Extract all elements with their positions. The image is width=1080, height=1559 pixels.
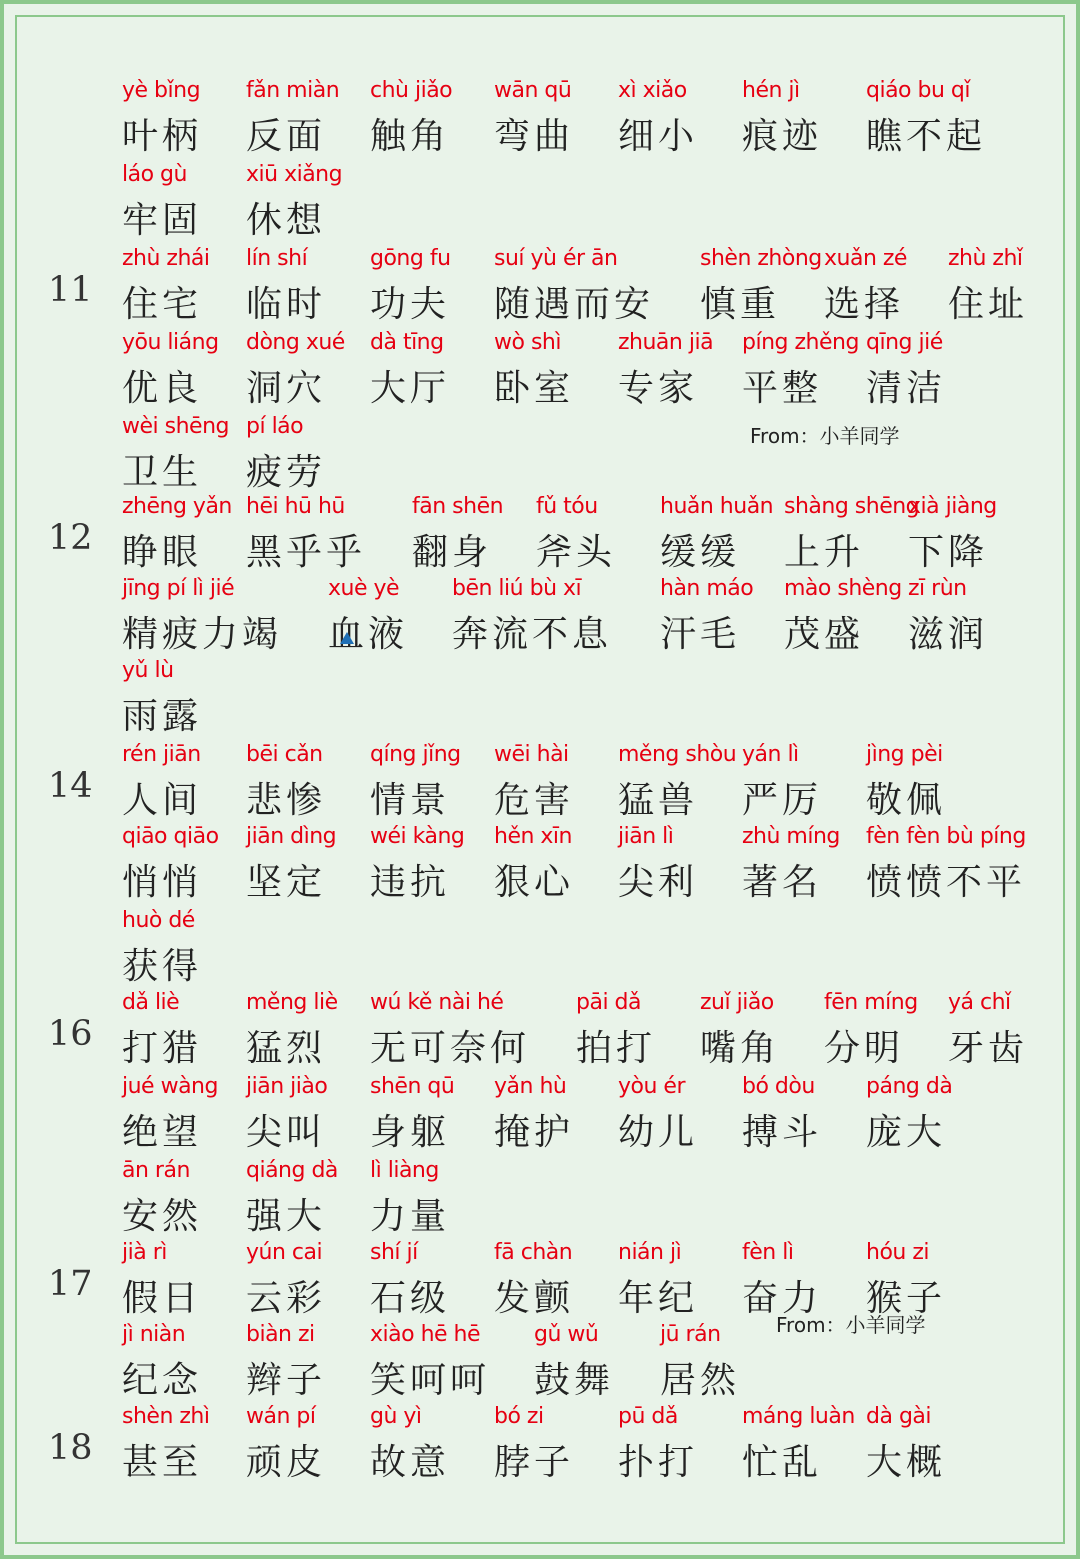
hanzi-word: 忙乱 <box>742 1442 823 1483</box>
pinyin-label: wān qū <box>494 78 572 103</box>
pinyin-label: bēn liú bù xī <box>452 576 582 601</box>
hanzi-word: 滋润 <box>908 614 989 655</box>
hanzi-word: 猛烈 <box>246 1028 327 1069</box>
lesson-number: 11 <box>48 270 93 310</box>
triangle-up-icon <box>340 632 354 644</box>
hanzi-word: 住址 <box>948 284 1029 325</box>
hanzi-word: 身躯 <box>370 1112 451 1153</box>
pinyin-label: yǔ lù <box>122 658 174 683</box>
pinyin-label: láo gù <box>122 162 187 187</box>
word-row <box>4 658 1080 742</box>
credit-label: From：小羊同学 <box>750 424 900 448</box>
pinyin-label: wán pí <box>246 1404 316 1429</box>
pinyin-label: yún cai <box>246 1240 323 1265</box>
pinyin-label: dà tīng <box>370 330 444 355</box>
lesson-number: 14 <box>48 766 93 806</box>
pinyin-label: páng dà <box>866 1074 953 1099</box>
hanzi-word: 斧头 <box>536 532 617 573</box>
word-row <box>4 330 1080 414</box>
pinyin-label: hóu zi <box>866 1240 929 1265</box>
hanzi-word: 分明 <box>824 1028 905 1069</box>
pinyin-label: jīng pí lì jié <box>122 576 235 601</box>
hanzi-word: 睁眼 <box>122 532 203 573</box>
word-row <box>4 494 1080 578</box>
hanzi-word: 精疲力竭 <box>122 614 283 655</box>
hanzi-word: 安然 <box>122 1196 203 1237</box>
word-row <box>4 78 1080 162</box>
hanzi-word: 严厉 <box>742 780 823 821</box>
hanzi-word: 痕迹 <box>742 116 823 157</box>
hanzi-word: 绝望 <box>122 1112 203 1153</box>
pinyin-label: fǔ tóu <box>536 494 598 519</box>
pinyin-label: dà gài <box>866 1404 931 1429</box>
pinyin-label: shēn qū <box>370 1074 455 1099</box>
hanzi-word: 石级 <box>370 1278 451 1319</box>
hanzi-word: 打猎 <box>122 1028 203 1069</box>
word-row <box>4 1404 1080 1488</box>
pinyin-label: shàng shēng <box>784 494 920 519</box>
word-row <box>4 742 1080 826</box>
hanzi-word: 汗毛 <box>660 614 741 655</box>
pinyin-label: biàn zi <box>246 1322 315 1347</box>
hanzi-word: 幼儿 <box>618 1112 699 1153</box>
lesson-number: 16 <box>48 1014 93 1054</box>
hanzi-word: 搏斗 <box>742 1112 823 1153</box>
hanzi-word: 顽皮 <box>246 1442 327 1483</box>
pinyin-label: qiáo bu qǐ <box>866 78 970 103</box>
pinyin-label: xiū xiǎng <box>246 162 343 187</box>
hanzi-word: 甚至 <box>122 1442 203 1483</box>
pinyin-label: zhēng yǎn <box>122 494 232 519</box>
pinyin-label: wú kě nài hé <box>370 990 504 1015</box>
hanzi-word: 叶柄 <box>122 116 203 157</box>
pinyin-label: wò shì <box>494 330 561 355</box>
pinyin-label: fèn lì <box>742 1240 794 1265</box>
hanzi-word: 缓缓 <box>660 532 741 573</box>
hanzi-word: 发颤 <box>494 1278 575 1319</box>
hanzi-word: 著名 <box>742 862 823 903</box>
pinyin-label: hén jì <box>742 78 800 103</box>
pinyin-label: shèn zhì <box>122 1404 210 1429</box>
word-row <box>4 576 1080 660</box>
pinyin-label: zuǐ jiǎo <box>700 990 774 1015</box>
hanzi-word: 弯曲 <box>494 116 575 157</box>
pinyin-label: wéi kàng <box>370 824 465 849</box>
hanzi-word: 反面 <box>246 116 327 157</box>
hanzi-word: 猛兽 <box>618 780 699 821</box>
pinyin-label: pí láo <box>246 414 304 439</box>
hanzi-word: 平整 <box>742 368 823 409</box>
pinyin-label: rén jiān <box>122 742 201 767</box>
pinyin-label: xuè yè <box>328 576 400 601</box>
pinyin-label: fèn fèn bù píng <box>866 824 1026 849</box>
hanzi-word: 大厅 <box>370 368 451 409</box>
hanzi-word: 住宅 <box>122 284 203 325</box>
hanzi-word: 愤愤不平 <box>866 862 1027 903</box>
pinyin-label: wēi hài <box>494 742 569 767</box>
hanzi-word: 上升 <box>784 532 865 573</box>
pinyin-label: suí yù ér ān <box>494 246 618 271</box>
hanzi-word: 危害 <box>494 780 575 821</box>
hanzi-word: 云彩 <box>246 1278 327 1319</box>
hanzi-word: 扑打 <box>618 1442 699 1483</box>
pinyin-label: ān rán <box>122 1158 190 1183</box>
pinyin-label: fēn míng <box>824 990 918 1015</box>
pinyin-label: jiān jiào <box>246 1074 328 1099</box>
hanzi-word: 庞大 <box>866 1112 947 1153</box>
pinyin-label: qiāo qiāo <box>122 824 219 849</box>
pinyin-label: měng shòu <box>618 742 737 767</box>
hanzi-word: 尖利 <box>618 862 699 903</box>
hanzi-word: 脖子 <box>494 1442 575 1483</box>
pinyin-label: gōng fu <box>370 246 451 271</box>
hanzi-word: 茂盛 <box>784 614 865 655</box>
hanzi-word: 掩护 <box>494 1112 575 1153</box>
hanzi-word: 敬佩 <box>866 780 947 821</box>
hanzi-word: 触角 <box>370 116 451 157</box>
pinyin-label: jià rì <box>122 1240 167 1265</box>
hanzi-word: 清洁 <box>866 368 947 409</box>
pinyin-label: xià jiàng <box>908 494 997 519</box>
pinyin-label: fā chàn <box>494 1240 573 1265</box>
hanzi-word: 牙齿 <box>948 1028 1029 1069</box>
hanzi-word: 无可奈何 <box>370 1028 531 1069</box>
pinyin-label: pū dǎ <box>618 1404 678 1429</box>
hanzi-word: 人间 <box>122 780 203 821</box>
hanzi-word: 嘴角 <box>700 1028 781 1069</box>
hanzi-word: 黑乎乎 <box>246 532 367 573</box>
pinyin-label: hěn xīn <box>494 824 572 849</box>
pinyin-label: jì niàn <box>122 1322 186 1347</box>
hanzi-word: 奋力 <box>742 1278 823 1319</box>
lesson-number: 18 <box>48 1428 93 1468</box>
pinyin-label: xì xiǎo <box>618 78 687 103</box>
hanzi-word: 情景 <box>370 780 451 821</box>
lesson-number: 12 <box>48 518 93 558</box>
pinyin-label: jiān dìng <box>246 824 337 849</box>
pinyin-label: jué wàng <box>122 1074 218 1099</box>
hanzi-word: 洞穴 <box>246 368 327 409</box>
pinyin-label: qīng jié <box>866 330 943 355</box>
word-row <box>4 824 1080 908</box>
hanzi-word: 血液 <box>328 614 409 655</box>
pinyin-label: pāi dǎ <box>576 990 641 1015</box>
hanzi-word: 拍打 <box>576 1028 657 1069</box>
pinyin-label: qiáng dà <box>246 1158 338 1183</box>
pinyin-label: xuǎn zé <box>824 246 907 271</box>
word-row <box>4 414 1080 498</box>
hanzi-word: 假日 <box>122 1278 203 1319</box>
pinyin-label: wèi shēng <box>122 414 229 439</box>
pinyin-label: zhù zhǐ <box>948 246 1023 271</box>
hanzi-word: 居然 <box>660 1360 741 1401</box>
pinyin-label: jū rán <box>660 1322 721 1347</box>
credit-label: From：小羊同学 <box>776 1313 926 1337</box>
word-row <box>4 990 1080 1074</box>
pinyin-label: gǔ wǔ <box>534 1322 599 1347</box>
word-row <box>4 162 1080 246</box>
hanzi-word: 牢固 <box>122 200 203 241</box>
word-row <box>4 1158 1080 1242</box>
hanzi-word: 坚定 <box>246 862 327 903</box>
hanzi-word: 悄悄 <box>122 862 203 903</box>
pinyin-label: máng luàn <box>742 1404 855 1429</box>
pinyin-label: mào shèng <box>784 576 902 601</box>
pinyin-label: bó dòu <box>742 1074 815 1099</box>
pinyin-label: hēi hū hū <box>246 494 345 519</box>
pinyin-label: shí jí <box>370 1240 418 1265</box>
hanzi-word: 慎重 <box>700 284 781 325</box>
pinyin-label: lín shí <box>246 246 308 271</box>
word-row <box>4 246 1080 330</box>
hanzi-word: 下降 <box>908 532 989 573</box>
hanzi-word: 细小 <box>618 116 699 157</box>
hanzi-word: 优良 <box>122 368 203 409</box>
pinyin-label: nián jì <box>618 1240 682 1265</box>
pinyin-label: hàn máo <box>660 576 754 601</box>
pinyin-label: gù yì <box>370 1404 422 1429</box>
hanzi-word: 故意 <box>370 1442 451 1483</box>
pinyin-label: měng liè <box>246 990 338 1015</box>
hanzi-word: 鼓舞 <box>534 1360 615 1401</box>
pinyin-label: lì liàng <box>370 1158 439 1183</box>
word-row <box>4 908 1080 992</box>
hanzi-word: 雨露 <box>122 696 203 737</box>
hanzi-word: 大概 <box>866 1442 947 1483</box>
pinyin-label: dǎ liè <box>122 990 180 1015</box>
pinyin-label: fǎn miàn <box>246 78 340 103</box>
hanzi-word: 力量 <box>370 1196 451 1237</box>
pinyin-label: yá chǐ <box>948 990 1011 1015</box>
hanzi-word: 随遇而安 <box>494 284 655 325</box>
hanzi-word: 悲惨 <box>246 780 327 821</box>
pinyin-label: zī rùn <box>908 576 967 601</box>
pinyin-label: yòu ér <box>618 1074 685 1099</box>
pinyin-label: shèn zhòng <box>700 246 822 271</box>
pinyin-label: yè bǐng <box>122 78 201 103</box>
pinyin-label: bó zi <box>494 1404 544 1429</box>
hanzi-word: 笑呵呵 <box>370 1360 491 1401</box>
hanzi-word: 强大 <box>246 1196 327 1237</box>
hanzi-word: 疲劳 <box>246 452 327 493</box>
hanzi-word: 休想 <box>246 200 327 241</box>
hanzi-word: 选择 <box>824 284 905 325</box>
hanzi-word: 翻身 <box>412 532 493 573</box>
pinyin-label: yōu liáng <box>122 330 219 355</box>
hanzi-word: 违抗 <box>370 862 451 903</box>
hanzi-word: 年纪 <box>618 1278 699 1319</box>
pinyin-label: fān shēn <box>412 494 504 519</box>
hanzi-word: 纪念 <box>122 1360 203 1401</box>
hanzi-word: 狠心 <box>494 862 575 903</box>
hanzi-word: 专家 <box>618 368 699 409</box>
pinyin-label: jìng pèi <box>866 742 943 767</box>
pinyin-label: huǎn huǎn <box>660 494 774 519</box>
hanzi-word: 瞧不起 <box>866 116 987 157</box>
lesson-number: 17 <box>48 1264 93 1304</box>
pinyin-label: chù jiǎo <box>370 78 453 103</box>
hanzi-word: 功夫 <box>370 284 451 325</box>
pinyin-label: qíng jǐng <box>370 742 461 767</box>
pinyin-label: huò dé <box>122 908 195 933</box>
pinyin-label: zhù zhái <box>122 246 210 271</box>
hanzi-word: 卫生 <box>122 452 203 493</box>
pinyin-label: píng zhěng <box>742 330 859 355</box>
hanzi-word: 辫子 <box>246 1360 327 1401</box>
hanzi-word: 获得 <box>122 946 203 987</box>
pinyin-label: dòng xué <box>246 330 345 355</box>
pinyin-label: yán lì <box>742 742 799 767</box>
hanzi-word: 尖叫 <box>246 1112 327 1153</box>
hanzi-word: 临时 <box>246 284 327 325</box>
pinyin-label: zhù míng <box>742 824 840 849</box>
pinyin-label: yǎn hù <box>494 1074 567 1099</box>
hanzi-word: 卧室 <box>494 368 575 409</box>
pinyin-label: xiào hē hē <box>370 1322 481 1347</box>
hanzi-word: 猴子 <box>866 1278 947 1319</box>
hanzi-word: 奔流不息 <box>452 614 613 655</box>
word-row <box>4 1074 1080 1158</box>
pinyin-label: jiān lì <box>618 824 674 849</box>
pinyin-label: zhuān jiā <box>618 330 714 355</box>
pinyin-label: bēi cǎn <box>246 742 323 767</box>
